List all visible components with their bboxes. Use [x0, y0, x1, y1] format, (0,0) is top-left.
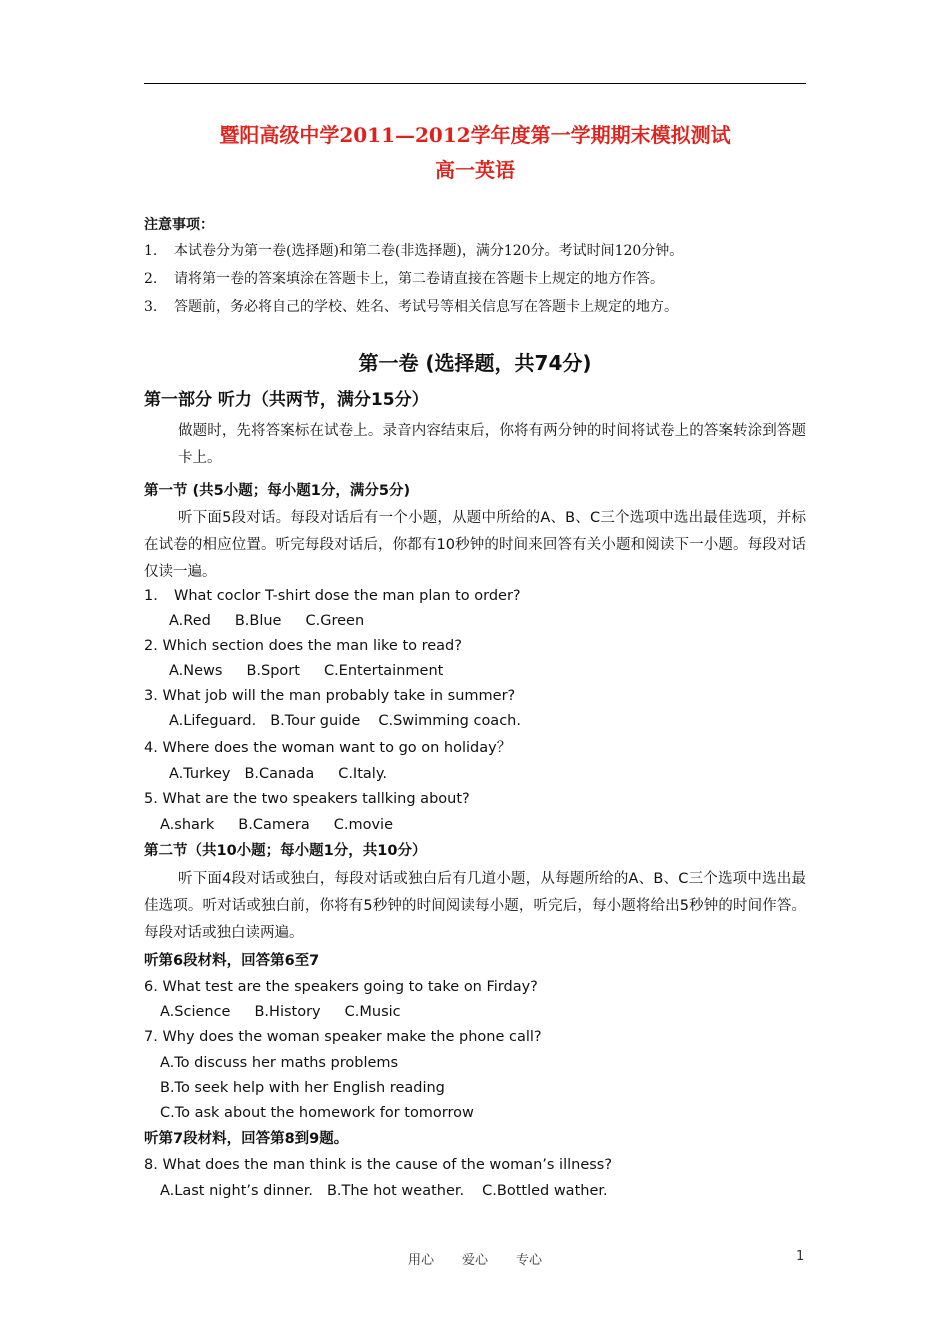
question-2-options — [169, 661, 831, 681]
option-b: B.To seek help with her English reading — [160, 1080, 445, 1096]
footer-word: 用心 — [407, 1253, 434, 1268]
option-b: B.Tour guide — [270, 713, 361, 729]
exam-title: 暨阳高级中学2011—2012学年度第一学期期末模拟测试 — [219, 123, 731, 147]
note-text: 本试卷分为第一卷(选择题)和第二卷(非选择题)，满分120分。考试时间120分钟。 — [174, 243, 684, 259]
option-c: C.Bottled wather. — [482, 1183, 608, 1199]
question-5-options — [160, 815, 822, 835]
option-b: B.Sport — [246, 663, 300, 679]
option-c: C.Swimming coach. — [378, 713, 521, 729]
question-4: 4. Where does the woman want to go on holiday？ — [144, 740, 512, 756]
option-a: A.Lifeguard. — [169, 713, 257, 729]
question-6-options — [160, 1002, 822, 1022]
section2-intro: 听下面4段对话或独白，每段对话或独白后有几道小题，从每题所给的A、B、C三个选项中选出最佳选项。听对话或独白前，你将有5秒钟的时间阅读每小题，听完后，每小题将给出5秒钟的时间作答。每段对话或独白读两遍。 — [144, 871, 806, 941]
volume-title: 第一卷 (选择题，共74分) — [358, 351, 592, 375]
question-3-options — [169, 711, 831, 731]
note-item — [144, 297, 806, 317]
section1-intro: 听下面5段对话。每段对话后有一个小题，从题中所给的A、B、C三个选项中选出最佳选项，并标在试卷的相应位置。听完每段对话后，你都有10秒钟的时间来回答有关小题和阅读下一小题。每段对话仅读一遍。 — [144, 510, 806, 580]
question-3: 3. What job will the man probably take in summer? — [144, 688, 516, 704]
question-5: 5. What are the two speakers tallking about? — [144, 791, 470, 807]
option-a: A.Turkey — [169, 766, 231, 782]
part1-title: 第一部分 听力（共两节，满分15分） — [144, 390, 429, 410]
option-c: C.Music — [344, 1004, 401, 1020]
group-6-heading: 听第6段材料，回答第6至7 — [144, 953, 320, 969]
question-2: 2. Which section does the man like to read? — [144, 638, 462, 654]
option-c: C.movie — [333, 817, 393, 833]
option-c: C.Italy. — [338, 766, 387, 782]
question-text: What coclor T-shirt dose the man plan to order? — [174, 588, 521, 604]
option-b: B.Camera — [238, 817, 310, 833]
option-a: A.Red — [169, 613, 211, 629]
part1-intro: 做题时，先将答案标在试卷上。录音内容结束后，你将有两分钟的时间将试卷上的答案转涂到答题卡上。 — [178, 423, 806, 466]
section1-title: 第一节 (共5小题；每小题1分，满分5分) — [144, 483, 411, 499]
note-number: 2. — [144, 271, 158, 287]
footer-word: 爱心 — [461, 1253, 488, 1268]
question-1 — [144, 586, 806, 606]
header-rule — [144, 83, 806, 84]
option-a: A.Last night’s dinner. — [160, 1183, 313, 1199]
option-b: B.The hot weather. — [326, 1183, 465, 1199]
note-text: 答题前，务必将自己的学校、姓名、考试号等相关信息写在答题卡上规定的地方。 — [174, 299, 678, 315]
group-7-heading: 听第7段材料，回答第8到9题。 — [144, 1131, 349, 1147]
footer-word: 专心 — [516, 1253, 543, 1268]
question-8-options — [160, 1181, 822, 1201]
page-number: 1 — [796, 1249, 805, 1264]
option-a: A.News — [169, 663, 223, 679]
option-c: C.Entertainment — [323, 663, 444, 679]
exam-subtitle: 高一英语 — [435, 158, 515, 182]
question-6: 6. What test are the speakers going to take on Firday? — [144, 979, 538, 995]
question-8: 8. What does the man think is the cause of the woman’s illness? — [144, 1157, 613, 1173]
footer-motto — [0, 1249, 950, 1268]
section2-title: 第二节（共10小题；每小题1分，共10分） — [144, 843, 427, 859]
option-b: B.History — [254, 1004, 321, 1020]
question-number: 1. — [144, 588, 158, 604]
option-a: A.To discuss her maths problems — [160, 1055, 399, 1071]
question-1-options — [169, 611, 831, 631]
note-text: 请将第一卷的答案填涂在答题卡上，第二卷请直接在答题卡上规定的地方作答。 — [174, 271, 664, 287]
option-a: A.shark — [160, 817, 215, 833]
note-number: 3. — [144, 299, 158, 315]
option-c: C.To ask about the homework for tomorrow — [160, 1105, 474, 1121]
note-item — [144, 241, 806, 261]
option-c: C.Green — [305, 613, 365, 629]
option-a: A.Science — [160, 1004, 231, 1020]
option-b: B.Blue — [234, 613, 282, 629]
notes-heading: 注意事项： — [144, 217, 214, 233]
note-item — [144, 269, 806, 289]
note-number: 1. — [144, 243, 158, 259]
question-7: 7. Why does the woman speaker make the phone call? — [144, 1029, 542, 1045]
option-b: B.Canada — [244, 766, 315, 782]
question-4-options — [169, 764, 831, 784]
